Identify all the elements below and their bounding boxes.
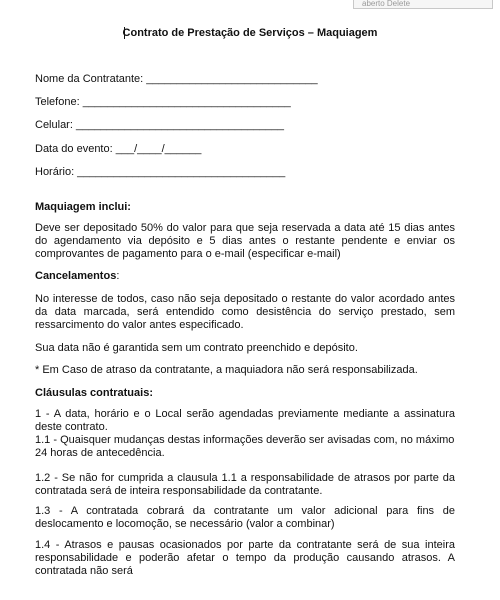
- clausula-1-3: 1.3 - A contratada cobrará da contratante um valor adicional para fins de deslocamento e locomoção, se necessário (valor a combinar): [35, 505, 455, 530]
- clausula-1-4: 1.4 - Atrasos e pausas ocasionados por parte da contratante será de sua inteira responsabilidade e poderão afetar o tempo da produção causando atrasos. A contratada não será: [35, 539, 455, 577]
- field-celular[interactable]: Celular: __________________________________: [35, 119, 284, 131]
- paragraph-cancelamentos: No interesse de todos, caso não seja depositado o restante do valor acordado antes da data marcada, será entendido como desistência do serviço prestado, sem ressarcimento do valor antes especificado.: [35, 293, 455, 331]
- heading-cancelamentos: Cancelamentos:: [35, 270, 120, 282]
- note-data-garantida: Sua data não é garantida sem um contrato preenchido e depósito.: [35, 342, 358, 354]
- field-nome-contratante[interactable]: Nome da Contratante: ____________________________: [35, 73, 318, 85]
- clausula-1-2: 1.2 - Se não for cumprida a clausula 1.1 a responsabilidade de atrasos por parte da contratada será de inteira responsabilidade da contratante.: [35, 472, 455, 497]
- top-toolbar-fragment[interactable]: aberto Delete: [353, 0, 493, 9]
- paragraph-maquiagem: Deve ser depositado 50% do valor para que seja reservada a data até 15 dias antes do agendamento via depósito e 5 dias antes o restante pendente e enviar os comprovantes de pagamento para o e-mail (especificar e-mail): [35, 222, 455, 260]
- heading-cancelamentos-text: Cancelamentos: [35, 270, 117, 282]
- clausula-1: 1 - A data, horário e o Local serão agendadas previamente mediante a assinatura deste contrato.: [35, 408, 455, 433]
- field-data-evento[interactable]: Data do evento: ___/____/______: [35, 143, 202, 155]
- note-atraso: * Em Caso de atraso da contratante, a maquiadora não será responsabilizada.: [35, 364, 418, 376]
- field-telefone[interactable]: Telefone: __________________________________: [35, 96, 291, 108]
- document-title: Contrato de Prestação de Serviços – Maquiagem: [122, 27, 378, 39]
- heading-maquiagem: Maquiagem inclui:: [35, 201, 131, 213]
- clausula-1-1: 1.1 - Quaisquer mudanças destas informações deverão ser avisadas com, no máximo 24 horas de antecedência.: [35, 434, 455, 459]
- heading-clausulas: Cláusulas contratuais:: [35, 387, 153, 399]
- field-horario[interactable]: Horário: __________________________________: [35, 166, 286, 178]
